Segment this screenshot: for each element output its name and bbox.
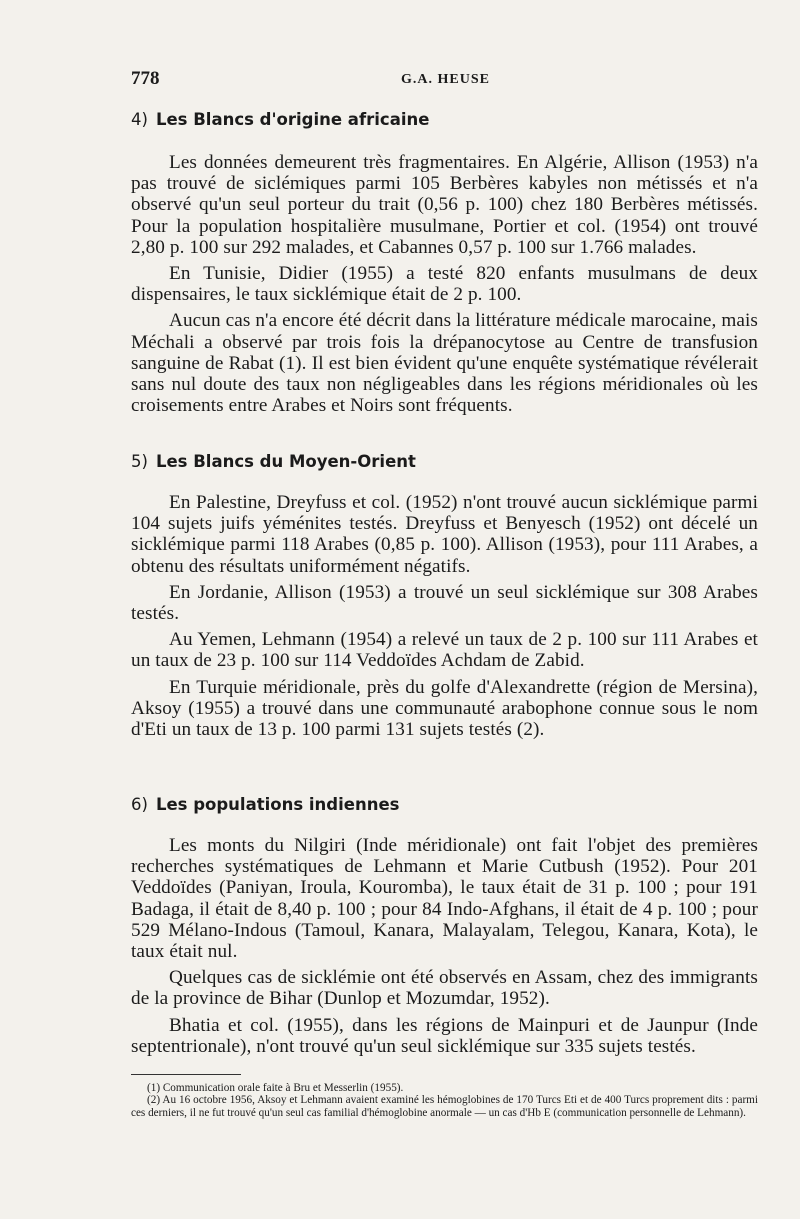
- paragraph: En Jordanie, Allison (1953) a trouvé un seul sicklémique sur 308 Arabes testés.: [131, 581, 758, 625]
- paragraph: Les données demeurent très fragmentaires. En Algérie, Allison (1953) n'a pas trouvé de siclémiques parmi 105 Berbères kabyles non métissés et n'a observé qu'un seul porteur du trait (0,56 p. 100) chez 180 Berbères métissés. Pour la population hospitalière musulmane, Portier et col. (1954) ont trouvé 2,80 p. 100 sur 292 malades, et Cabannes 0,57 p. 100 sur 1.766 malades.: [131, 152, 758, 258]
- footnote-divider: [131, 1074, 241, 1075]
- section-5: [131, 452, 758, 740]
- footnote: (1) Communication orale faite à Bru et Messerlin (1955).: [147, 1082, 404, 1094]
- paragraph: Bhatia et col. (1955), dans les régions de Mainpuri et de Jaunpur (Inde septentrionale), n'ont trouvé qu'un seul sicklémique sur 335 sujets testés.: [131, 1014, 758, 1057]
- running-head: [131, 68, 758, 92]
- paragraph: En Tunisie, Didier (1955) a testé 820 enfants musulmans de deux dispensaires, le taux sicklémique était de 2 p. 100.: [131, 263, 758, 306]
- paragraph: Aucun cas n'a encore été décrit dans la littérature médicale marocaine, mais Méchali a observé par trois fois la drépanocytose au Centre de transfusion sanguine de Rabat (1). Il est bien évident qu'une enquête systématique révélerait sans nul doute des taux non négligeables dans les régions méridionales où les croisements entre Arabes et Noirs sont fréquents.: [131, 310, 758, 417]
- section-heading: 4) Les Blancs d'origine africaine: [131, 110, 430, 129]
- section-heading: 5) Les Blancs du Moyen-Orient: [131, 452, 416, 471]
- paragraph: Quelques cas de sicklémie ont été observés en Assam, chez des immigrants de la province de Bihar (Dunlop et Mozumdar, 1952).: [131, 967, 758, 1010]
- section-heading: 6) Les populations indiennes: [131, 795, 400, 814]
- paragraph: Les monts du Nilgiri (Inde méridionale) ont fait l'objet des premières recherches systématiques de Lehmann et Marie Cutbush (1952). Pour 201 Veddoïdes (Paniyan, Iroula, Kouromba), le taux était de 31 p. 100 ; pour 191 Badaga, il était de 8,40 p. 100 ; pour 84 Indo-Afghans, il était de 4 p. 100 ; pour 529 Mélano-Indous (Tamoul, Kanara, Malayalam, Telegou, Kanara, Kota), le taux était nul.: [131, 835, 758, 963]
- paragraph: En Turquie méridionale, près du golfe d'Alexandrette (région de Mersina), Aksoy (1955) a trouvé dans une communauté arabophone connue sous le nom d'Eti un taux de 13 p. 100 parmi 131 sujets testés (2).: [131, 676, 758, 741]
- paragraph: En Palestine, Dreyfuss et col. (1952) n'ont trouvé aucun sicklémique parmi 104 sujets juifs yéménites testés. Dreyfuss et Benyesch (1952) ont décelé un sicklémique parmi 118 Arabes (0,85 p. 100). Allison (1953), pour 111 Arabes, a obtenu des résultats uniformément négatifs.: [131, 492, 758, 577]
- paragraph: Au Yemen, Lehmann (1954) a relevé un taux de 2 p. 100 sur 111 Arabes et un taux de 23 p. 100 sur 114 Veddoïdes Achdam de Zabid.: [131, 629, 758, 672]
- footnotes: [131, 1082, 758, 1119]
- section-4: [131, 110, 758, 416]
- page-number: 778: [131, 68, 160, 89]
- running-author: G.A. HEUSE: [401, 72, 490, 87]
- footnote: (2) Au 16 octobre 1956, Aksoy et Lehmann avaient examiné les hémoglobines de 170 Turcs Eti et de 400 Turcs proprement dits : parmi ces derniers, il ne fut trouvé qu'un seul cas familial d'hémoglobine anormale — un cas d'Hb E (communication personnelle de Lehmann).: [131, 1094, 758, 1119]
- section-6: [131, 795, 758, 1057]
